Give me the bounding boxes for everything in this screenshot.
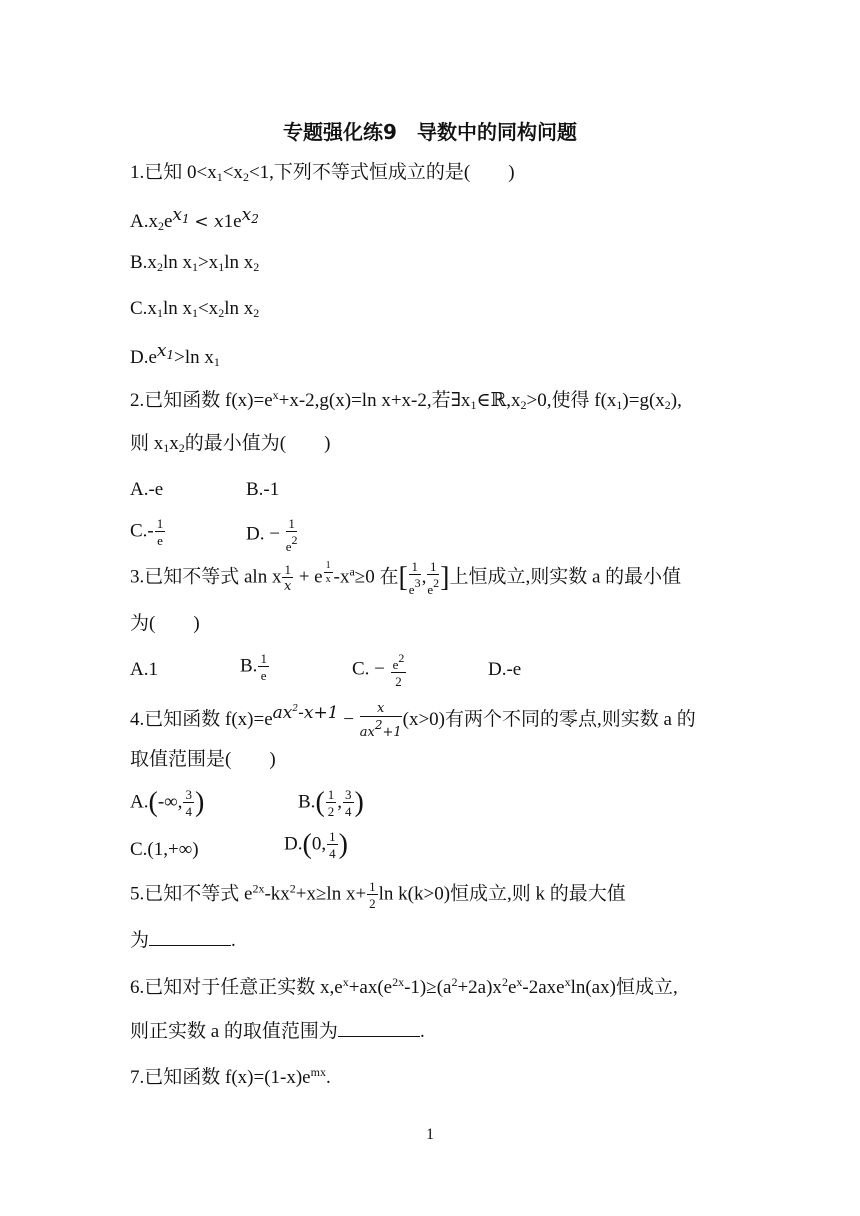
q4-option-d: D.(0, $\frac{1}{4}$ )	[284, 829, 348, 861]
q3-option-d: D.-e	[488, 659, 522, 680]
q3-stem-line2: 为( )	[130, 613, 200, 634]
q1-option-a: $A.x_2e^{x_1} < x1e^{x_2}$	[130, 205, 259, 233]
answer-blank	[338, 1022, 420, 1037]
q3-option-c: C. − $\frac{e^2}{2}$	[352, 651, 405, 689]
q2-stem-line2: 则 $x_1x_2$的最小值为( )	[130, 433, 331, 455]
q4-stem-line1: 4.已知函数 $f(x)=e^{ax^2-x+1}$ − $\frac{x}{ax^2+1}$ (x>0)有两个不同的零点,则实数 a 的	[130, 701, 696, 740]
q4-option-c: C.(1,+∞)	[130, 839, 199, 860]
q5-stem-line1: 5.已知不等式 $e^{2x}-kx^2+x\ge\ln$ x+ $\frac{1}{2}$ ln k(k>0)恒成立,则 k 的最大值	[130, 879, 626, 911]
q4-option-b: B.( $\frac{1}{2}$ , $\frac{3}{4}$ )	[298, 787, 364, 819]
q1-option-d: $D.e^{x_1}>\ln$ $x_1$	[130, 341, 220, 369]
q2-stem-line1: 2.已知函数 $f(x)=e^x+x-2,g(x)=\ln$ x+x-2,若$\exists x_1\in ℝ,x_2>0$,使得 $f(x_1)=g(x_2)$,	[130, 388, 682, 412]
q3-option-a: A.1	[130, 659, 158, 680]
page-number: 1	[426, 1126, 434, 1143]
q1-option-b: $B.x_2\ln$ $x_1>x_1\ln$ $x_2$	[130, 252, 260, 274]
q6-stem-line1: 6.已知对于任意正实数 $x,e^x+ax(e^{2x}-1)\ge(a^2+2a)x^2e^x-2axe^x\ln(ax)$恒成立,	[130, 975, 678, 998]
q7-stem-line1: 7.已知函数 $f(x)=(1-x)e^{mx}$.	[130, 1065, 331, 1088]
q2-option-a: A.-e	[130, 479, 164, 500]
page-title: 专题强化练9 导数中的同构问题	[283, 120, 577, 144]
q6-stem-line2: 则正实数 a 的取值范围为 .	[130, 1021, 425, 1042]
q5-stem-line2: 为 .	[130, 930, 236, 951]
q3-stem-line1: 3.已知不等式 aln x $\frac{1}{x}$ + e $^{\frac{1}{x}}$ $-x^a\ge 0$ 在[ $\frac{1}{e^3}$ , $\frac{1}{e^2}$ ]上恒成立,则实数 a 的最小值	[130, 559, 682, 597]
q2-option-d: D. − $\frac{1}{e^2}$	[246, 516, 298, 554]
answer-blank	[149, 931, 231, 946]
q4-option-a: A.(-∞, $\frac{3}{4}$ )	[130, 787, 205, 819]
q3-option-b: B. $\frac{1}{e}$	[240, 651, 267, 683]
q2-option-b: B.-1	[246, 479, 280, 500]
q2-option-c: C.- $\frac{1}{e}$	[130, 516, 164, 548]
q1-stem: 1.已知 $0<x_1<x_2<1$,下列不等式恒成立的是( )	[130, 162, 515, 184]
q1-option-c: $C.x_1\ln$ $x_1<x_2\ln$ $x_2$	[130, 298, 260, 320]
q4-stem-line2: 取值范围是( )	[130, 749, 276, 770]
